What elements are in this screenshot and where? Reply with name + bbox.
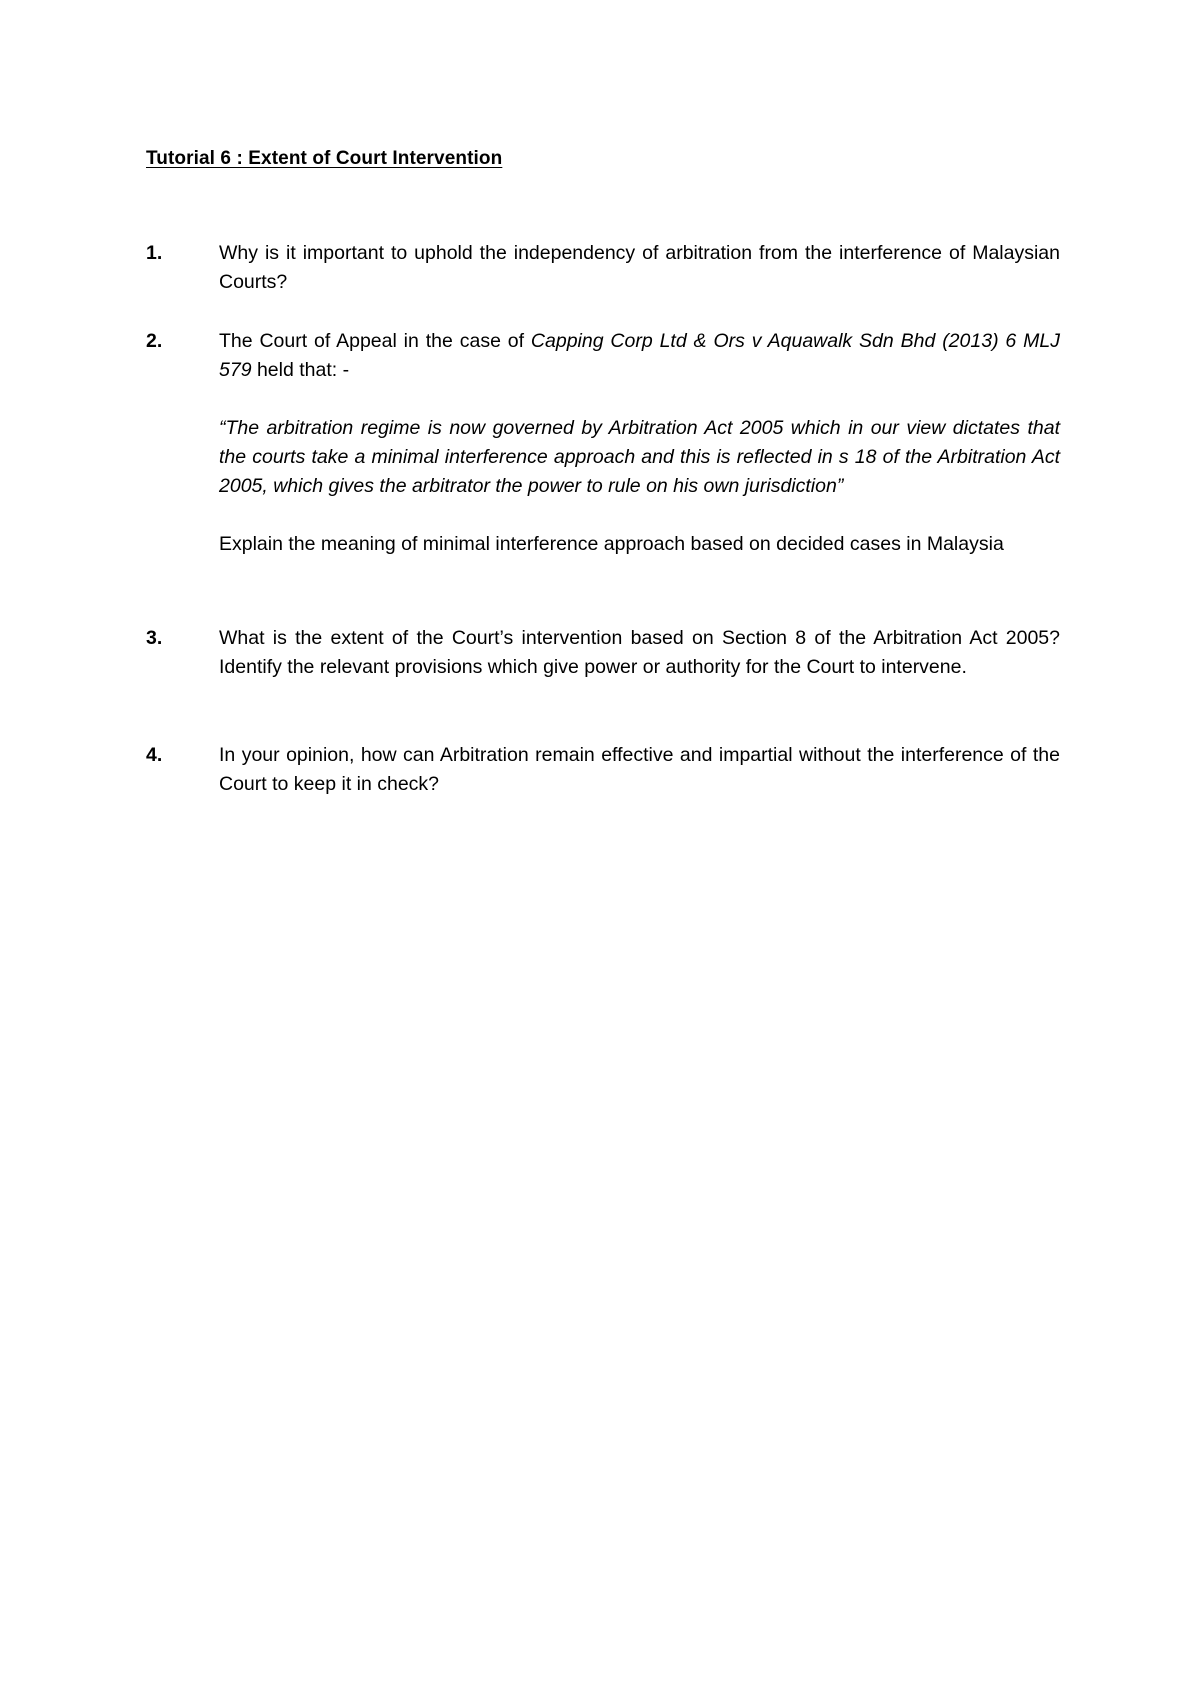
- question-body: [219, 741, 1060, 799]
- question-body: [219, 239, 1060, 297]
- question-intro: [219, 327, 1060, 385]
- question-body: [219, 624, 1060, 682]
- question-body: [219, 327, 1060, 559]
- question-2: [146, 327, 1060, 559]
- question-number: 1.: [146, 242, 163, 264]
- question-text: What is the extent of the Court’s intervention based on Section 8 of the Arbitration Act 2005? Identify the relevant provisions which give power or authority for the Court to intervene.: [219, 627, 1060, 678]
- intro-text-after: held that: -: [251, 359, 350, 381]
- question-text: Why is it important to uphold the independency of arbitration from the interference of Malaysian Courts?: [219, 242, 1060, 293]
- question-task: Explain the meaning of minimal interference approach based on decided cases in Malaysia: [219, 533, 1004, 555]
- question-number: 2.: [146, 330, 163, 352]
- question-text: In your opinion, how can Arbitration remain effective and impartial without the interference of the Court to keep it in check?: [219, 744, 1060, 795]
- document-title: Tutorial 6 : Extent of Court Intervention: [146, 148, 503, 169]
- intro-text-before: The Court of Appeal in the case of: [219, 330, 531, 352]
- question-4: [146, 741, 1060, 799]
- case-citation: Capping Corp Ltd & Ors v Aquawalk Sdn Bhd (2013) 6 MLJ 579: [219, 330, 1060, 381]
- question-3: [146, 624, 1060, 682]
- question-number: 4.: [146, 744, 163, 766]
- judgment-quote: “The arbitration regime is now governed by Arbitration Act 2005 which in our view dictates that the courts take a minimal interference approach and this is reflected in s 18 of the Arbitration Act 2005, which gives the arbitrator the power to rule on his own jurisdiction”: [219, 417, 1060, 497]
- question-number: 3.: [146, 627, 163, 649]
- question-1: [146, 239, 1060, 297]
